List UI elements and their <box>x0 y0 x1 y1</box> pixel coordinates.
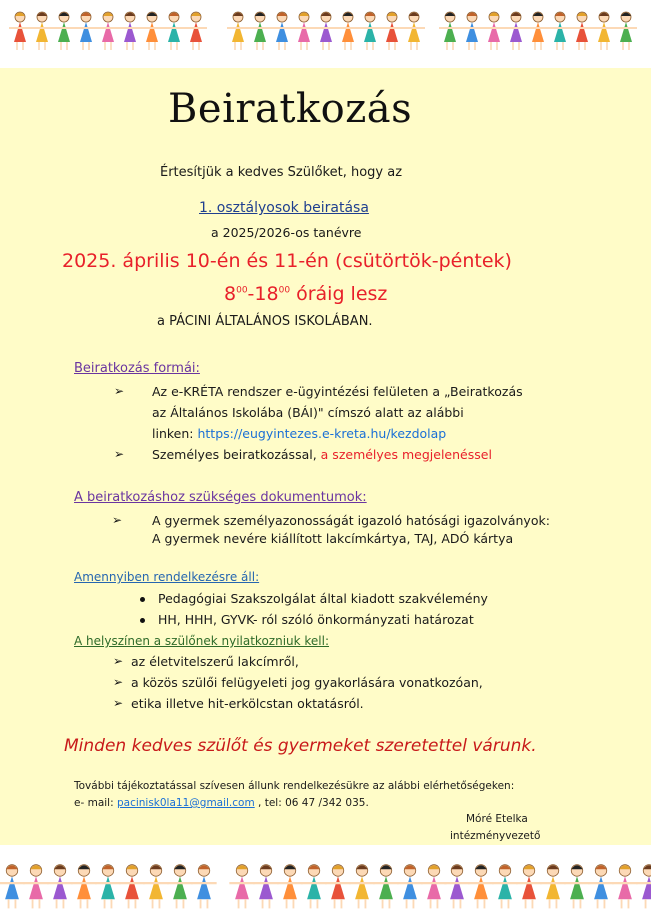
arrow-bullet-icon: ➢ <box>112 513 123 527</box>
arrow-bullet-icon: ➢ <box>114 447 125 461</box>
forms-item-2: Személyes beiratkozással, a személyes megjelenéssel <box>152 447 492 462</box>
top-border-band <box>0 0 651 68</box>
declare-item-3: etika illetve hit-erkölcstan oktatásról. <box>131 696 364 711</box>
event-title: 1. osztályosok beiratása <box>199 200 369 216</box>
enrollment-hours: $8^{00}-18^{00}$ óráig lesz <box>224 283 388 305</box>
documents-line1: A gyermek személyazonosságát igazoló hatósági igazolványok: <box>152 513 550 528</box>
arrow-bullet-icon: ➢ <box>113 696 124 710</box>
round-bullet-icon <box>140 597 145 602</box>
optional-heading: Amennyiben rendelkezésre áll: <box>74 570 260 584</box>
bottom-border-band <box>0 845 651 923</box>
arrow-bullet-icon: ➢ <box>113 654 124 668</box>
optional-item-1: Pedagógiai Szakszolgálat által kiadott szakvélemény <box>158 591 488 606</box>
forms-item-1-line3: linken: https://eugyintezes.e-kreta.hu/kezdolap <box>152 426 447 441</box>
school-year: a 2025/2026-os tanévre <box>211 225 362 240</box>
declare-item-1: az életvitelszerű lakcímről, <box>131 654 299 669</box>
contact-details: e- mail: pacinisk0la11@gmail.com , tel: 06 47 /342 035. <box>74 797 369 809</box>
documents-line2: A gyermek nevére kiállított lakcímkártya, TAJ, ADÓ kártya <box>152 531 514 546</box>
arrow-bullet-icon: ➢ <box>113 675 124 689</box>
signature-role: intézményvezető <box>450 830 541 842</box>
declare-heading: A helyszínen a szülőnek nyilatkozniuk kell: <box>74 634 330 648</box>
page-title: Beiratkozás <box>168 86 413 132</box>
declare-item-2: a közös szülői felügyeleti jog gyakorlására vonatkozóan, <box>131 675 483 690</box>
optional-item-2: HH, HHH, GYVK- ról szóló önkormányzati határozat <box>158 612 474 627</box>
forms-item-1-line2: az Általános Iskolába (BÁI)" címszó alatt az alábbi <box>152 405 464 420</box>
location: a PÁCINI ÁLTALÁNOS ISKOLÁBAN. <box>157 314 373 329</box>
email-link[interactable]: pacinisk0la11@gmail.com <box>116 797 255 809</box>
intro-text: Értesítjük a kedves Szülőket, hogy az <box>160 165 403 180</box>
children-holding-hands-illustration <box>0 845 651 923</box>
forms-item-1-line1: Az e-KRÉTA rendszer e-ügyintézési felületen a „Beiratkozás <box>152 384 523 399</box>
enrollment-dates: 2025. április 10-én és 11-én (csütörtök-péntek) <box>62 250 512 272</box>
kreta-link[interactable]: https://eugyintezes.e-kreta.hu/kezdolap <box>197 426 447 441</box>
signature-name: Móré Etelka <box>466 813 528 825</box>
documents-heading: A beiratkozáshoz szükséges dokumentumok: <box>74 490 367 505</box>
contact-line: További tájékoztatással szívesen állunk rendelkezésükre az alábbi elérhetőségeken: <box>74 780 515 792</box>
forms-heading: Beiratkozás formái: <box>74 361 200 376</box>
closing-message: Minden kedves szülőt és gyermeket szeretettel várunk. <box>64 736 537 756</box>
round-bullet-icon <box>140 618 145 623</box>
children-holding-hands-illustration <box>0 4 651 64</box>
arrow-bullet-icon: ➢ <box>114 384 125 398</box>
